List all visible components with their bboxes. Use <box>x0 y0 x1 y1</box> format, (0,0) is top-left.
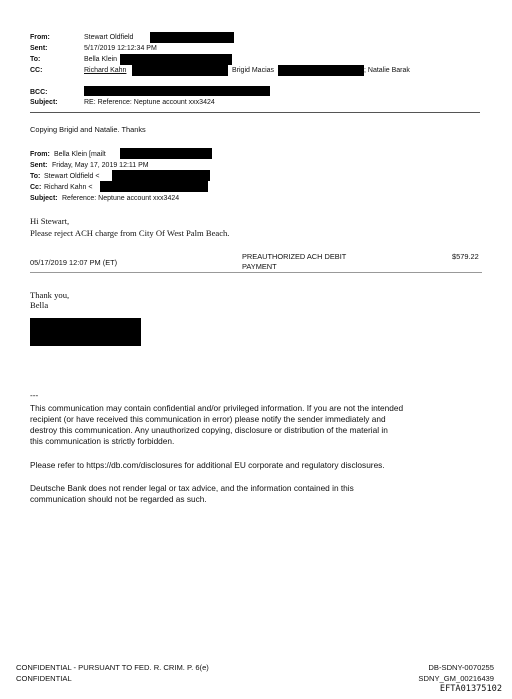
redaction-box <box>120 54 232 65</box>
subject-label: Subject: <box>30 99 58 106</box>
cc-label: CC: <box>30 67 43 74</box>
disclaimer-line: Deutsche Bank does not render legal or tax advice, and the information contained in this <box>30 483 354 493</box>
disclaimer-line: This communication may contain confidential and/or privileged information. If you are not the intended <box>30 403 404 413</box>
transaction-datetime: 05/17/2019 12:07 PM (ET) <box>30 258 118 267</box>
signoff-line1: Thank you, <box>30 290 70 300</box>
disclaimer-eu-line: Please refer to https://db.com/disclosures for additional EU corporate and regulatory disclosures. <box>30 460 385 470</box>
from-label: From: <box>30 34 50 41</box>
quoted-from-value: Bella Klein [mailt <box>54 151 106 158</box>
redaction-box <box>100 181 208 192</box>
transaction-amount: $579.22 <box>452 252 479 261</box>
quoted-from-label: From: <box>30 151 50 158</box>
subject-value: RE: Reference: Neptune account xxx3424 <box>84 99 215 106</box>
quoted-to-label: To: <box>30 173 41 180</box>
disclaimer-dashes: --- <box>30 390 39 400</box>
quoted-sent-value: Friday, May 17, 2019 12:11 PM <box>52 162 149 169</box>
footer-bates-sdny: SDNY_GM_00216439 <box>418 674 494 683</box>
disclaimer-line: this communication is strictly forbidden. <box>30 436 175 446</box>
signoff-line2: Bella <box>30 300 49 310</box>
quoted-subject-value: Reference: Neptune account xxx3424 <box>62 195 180 202</box>
header-divider <box>30 112 480 113</box>
footer-confidential-pursuant: CONFIDENTIAL - PURSUANT TO FED. R. CRIM. P. 6(e) <box>16 663 209 672</box>
transaction-divider <box>30 272 482 273</box>
transaction-desc-line1: PREAUTHORIZED ACH DEBIT <box>242 252 347 261</box>
quoted-subject-label: Subject: <box>30 195 58 202</box>
sent-label: Sent: <box>30 45 48 52</box>
disclaimer-line: communication should not be regarded as such. <box>30 494 207 504</box>
redaction-box <box>132 65 228 76</box>
quoted-cc-value: Richard Kahn < <box>44 184 93 191</box>
request-text: Please reject ACH charge from City Of West Palm Beach. <box>30 228 230 238</box>
redaction-box <box>150 32 234 43</box>
disclaimer-line: recipient (or have received this communication in error) please notify the sender immediately and <box>30 414 386 424</box>
reply-body: Copying Brigid and Natalie. Thanks <box>30 125 146 134</box>
redaction-box <box>112 170 210 181</box>
quoted-sent-label: Sent: <box>30 162 48 169</box>
transaction-desc-line2: PAYMENT <box>242 262 277 271</box>
quoted-cc-label: Cc: <box>30 184 42 191</box>
greeting-text: Hi Stewart, <box>30 216 70 226</box>
redaction-box <box>120 148 212 159</box>
footer-confidential: CONFIDENTIAL <box>16 674 72 683</box>
signature-redaction <box>30 318 141 346</box>
disclaimer-line: destroy this communication. Any unauthorized copying, disclosure or distribution of the material in <box>30 425 388 435</box>
redaction-box <box>84 86 270 96</box>
bcc-label: BCC: <box>30 89 48 96</box>
footer-efta-number: EFTA01375102 <box>439 684 502 694</box>
cc-value-1: Richard Kahn <box>84 67 127 74</box>
footer-bates-db: DB-SDNY-0070255 <box>428 663 494 672</box>
redaction-box <box>278 65 364 76</box>
quoted-to-value: Stewart Oldfield < <box>44 173 100 180</box>
cc-value-2: Brigid Macias <box>232 67 275 74</box>
sent-value: 5/17/2019 12:12:34 PM <box>84 45 157 52</box>
from-value: Stewart Oldfield <box>84 34 134 41</box>
to-label: To: <box>30 56 41 63</box>
cc-value-3: ; Natalie Barak <box>364 67 410 74</box>
to-value: Bella Klein <box>84 56 118 63</box>
